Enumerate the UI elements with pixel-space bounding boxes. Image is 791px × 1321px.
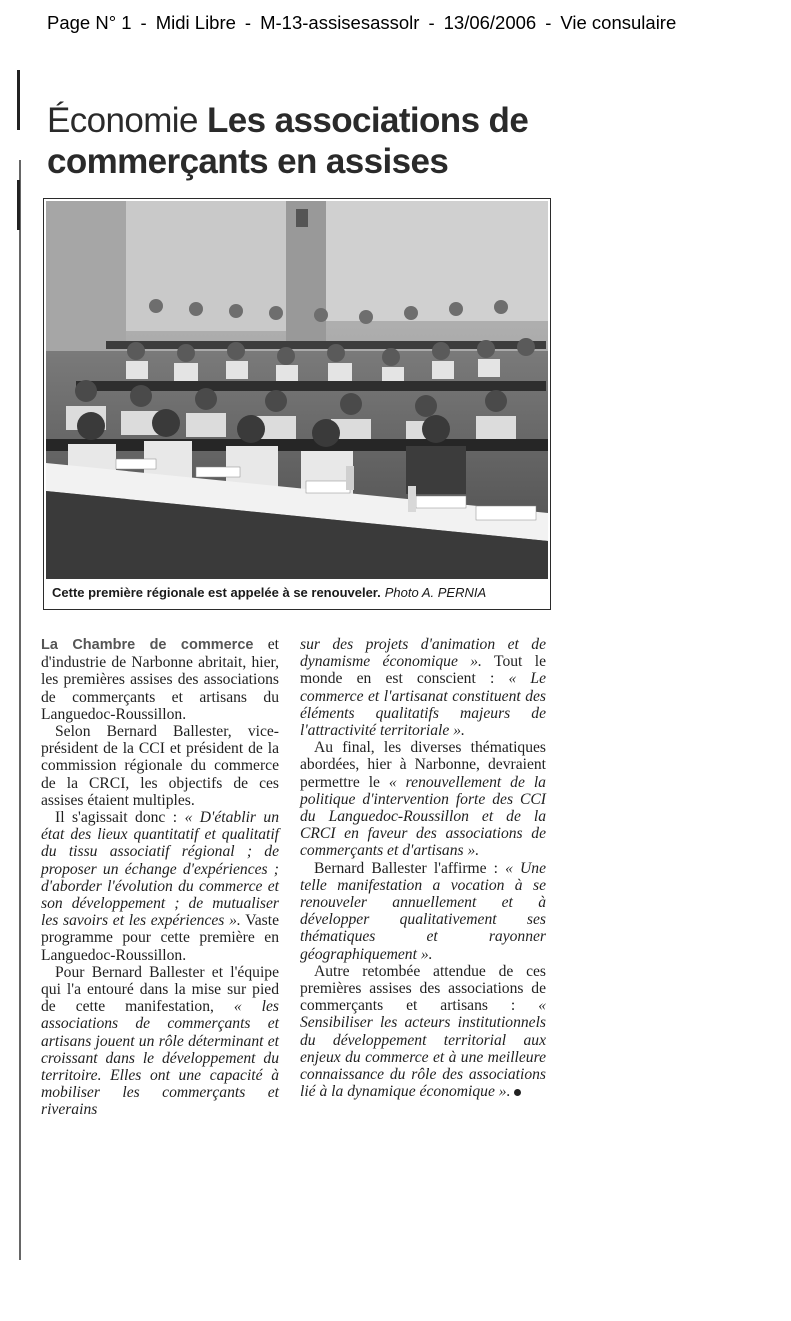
article-rubric: Économie [47, 101, 198, 140]
section-name: Vie consulaire [560, 12, 677, 33]
quote: « renouvellement de la politique d'intervention forte des CCI du Languedoc-Roussillon et de la CRCI en faveur des associations de commerçants et d'artisans ». [300, 773, 546, 860]
paragraph [41, 636, 279, 723]
page-header: Page N° 1 - Midi Libre - M-13-assisesassolr - 13/06/2006 - Vie consulaire [47, 12, 677, 33]
quote: « Une telle manifestation a vocation à se renouveler annuellement et à développer qualitativement ses thématiques et rayonner géographiquement ». [300, 859, 546, 963]
page-number: Page N° 1 [47, 12, 132, 33]
article-column-right [300, 636, 546, 1100]
paragraph [300, 636, 546, 739]
clipping-edge-mark [17, 180, 20, 230]
document-reference: M-13-assisesassolr [260, 12, 420, 33]
meeting-room-photo [46, 201, 548, 579]
paragraph [41, 964, 279, 1119]
article-photo-frame [43, 198, 551, 610]
quote: « Sensibiliser les acteurs institutionnels du développement territorial aux enjeux du commerce et à une meilleure connaissance du rôle des associations lié à la dynamique économique ». [300, 997, 546, 1101]
paragraph [41, 809, 279, 964]
article-headline: Les associations de commerçants en assises [47, 101, 529, 181]
quote: « Le commerce et l'artisanat constituent des éléments qualitatifs majeurs de l'attractivité territoriale ». [300, 670, 546, 740]
publication-date: 13/06/2006 [443, 12, 537, 33]
publication-name: Midi Libre [155, 12, 236, 33]
paragraph-text: et d'industrie de Narbonne abritait, hier, les premières assises des associations de commerçants et artisans du Languedoc-Roussillon. [41, 636, 279, 723]
clipping-edge-mark [17, 70, 20, 130]
article-title [47, 100, 557, 182]
paragraph-text: Vaste programme pour cette première en Languedoc-Roussillon. [41, 912, 279, 964]
paragraph-text: Il s'agissait donc : [55, 809, 178, 827]
paragraph-text: Tout le monde en est conscient : [300, 653, 546, 688]
paragraph-text: Bernard Ballester l'affirme : [314, 859, 499, 877]
lead-in: La Chambre de commerce [41, 637, 254, 653]
quote: « D'établir un état des lieux quantitatif et qualitatif du tissu associatif régional ; de proposer un échange d'expériences ; d'aborder l'évolution du commerce et son développement ; de mutualiser les savoirs et les expériences ». [41, 809, 279, 930]
photo-caption [52, 585, 542, 600]
paragraph [300, 860, 546, 963]
paragraph [300, 963, 546, 1101]
clipping-edge-line [19, 160, 21, 1260]
paragraph-text: Pour Bernard Ballester et l'équipe qui l'a entouré dans la mise sur pied de cette manifestation, [41, 963, 279, 1016]
photo-credit: Photo A. PERNIA [384, 585, 487, 600]
article-column-left [41, 636, 279, 1119]
caption-text: Cette première régionale est appelée à se renouveler. [52, 585, 381, 600]
paragraph-text: Autre retombée attendue de ces premières assises des associations de commerçants et artisans : [300, 962, 546, 1015]
paragraph-text: Au final, les diverses thématiques abordées, hier à Narbonne, devraient permettre le [300, 739, 546, 791]
paragraph: Selon Bernard Ballester, vice-président de la CCI et président de la commission régionale du commerce de la CRCI, les objectifs de ces assises étaient multiples. [41, 723, 279, 809]
paragraph [300, 739, 546, 859]
quote: sur des projets d'animation et de dynamisme économique ». [300, 636, 546, 671]
end-of-article-mark [514, 1089, 521, 1096]
quote: « les associations de commerçants et artisans jouent un rôle déterminant et croissant dans le développement du territoire. Elles ont une capacité à mobiliser les commerçants et riverains [41, 998, 279, 1119]
